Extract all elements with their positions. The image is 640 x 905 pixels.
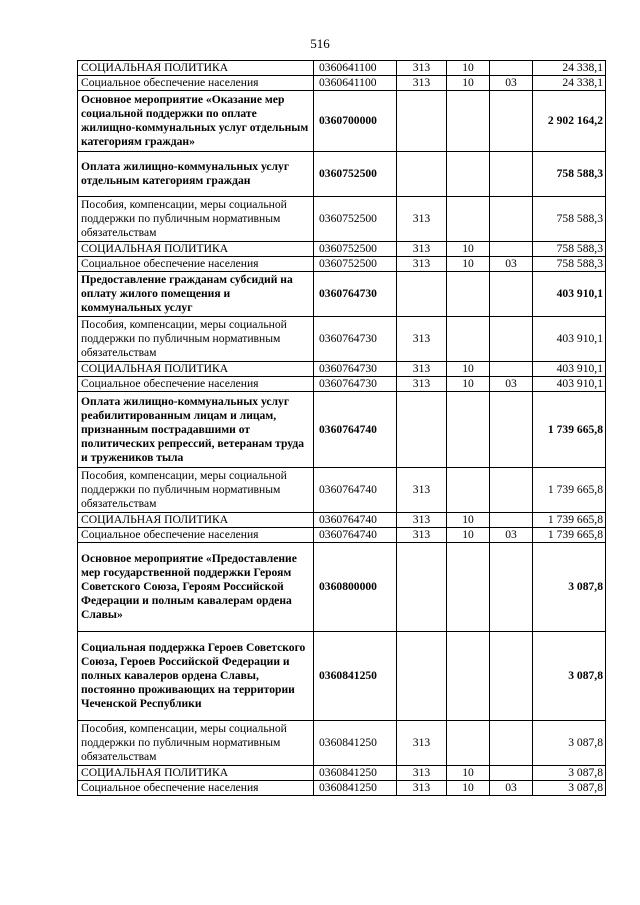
section-cell: [447, 721, 490, 766]
section-cell: [447, 543, 490, 632]
subsection-cell: [490, 242, 533, 257]
expense-type-cell: 313: [397, 528, 447, 543]
section-cell: [447, 152, 490, 197]
subsection-cell: [490, 513, 533, 528]
subsection-cell: [490, 362, 533, 377]
row-name-cell: Пособия, компенсации, меры социальной поддержки по публичным нормативным обязательствам: [78, 197, 314, 242]
target-article-cell: 0360841250: [314, 766, 397, 781]
expense-type-cell: [397, 392, 447, 468]
row-name-cell: Пособия, компенсации, меры социальной поддержки по публичным нормативным обязательствам: [78, 721, 314, 766]
target-article-cell: 0360764730: [314, 362, 397, 377]
subsection-cell: [490, 317, 533, 362]
amount-cell: 403 910,1: [533, 362, 606, 377]
table-row: [78, 242, 606, 257]
row-name-cell: Социальное обеспечение населения: [78, 377, 314, 392]
row-name-cell: Оплата жилищно-коммунальных услуг отдельным категориям граждан: [78, 152, 314, 197]
table-row: [78, 543, 606, 632]
section-cell: 10: [447, 377, 490, 392]
table-row: [78, 392, 606, 468]
row-name-cell: Пособия, компенсации, меры социальной поддержки по публичным нормативным обязательствам: [78, 317, 314, 362]
table-row: [78, 362, 606, 377]
section-cell: 10: [447, 257, 490, 272]
amount-cell: 3 087,8: [533, 766, 606, 781]
budget-table: [77, 60, 606, 796]
section-cell: [447, 468, 490, 513]
amount-cell: 1 739 665,8: [533, 528, 606, 543]
section-cell: 10: [447, 61, 490, 76]
row-name-cell: Социальное обеспечение населения: [78, 257, 314, 272]
row-name-cell: СОЦИАЛЬНАЯ ПОЛИТИКА: [78, 362, 314, 377]
subsection-cell: [490, 272, 533, 317]
expense-type-cell: [397, 272, 447, 317]
table-row: [78, 766, 606, 781]
expense-type-cell: 313: [397, 377, 447, 392]
target-article-cell: 0360764740: [314, 513, 397, 528]
section-cell: [447, 317, 490, 362]
amount-cell: 403 910,1: [533, 317, 606, 362]
amount-cell: 758 588,3: [533, 257, 606, 272]
row-name-cell: Социальное обеспечение населения: [78, 76, 314, 91]
amount-cell: 403 910,1: [533, 272, 606, 317]
subsection-cell: 03: [490, 76, 533, 91]
target-article-cell: 0360800000: [314, 543, 397, 632]
section-cell: [447, 272, 490, 317]
row-name-cell: Социальная поддержка Героев Советского Союза, Героев Российской Федерации и полных кавалеров ордена Славы, постоянно проживающих на территории Чеченской Республики: [78, 632, 314, 721]
target-article-cell: 0360764730: [314, 272, 397, 317]
table-row: [78, 91, 606, 152]
section-cell: [447, 632, 490, 721]
subsection-cell: 03: [490, 257, 533, 272]
table-body: [78, 61, 606, 796]
table-row: [78, 781, 606, 796]
row-name-cell: Социальное обеспечение населения: [78, 781, 314, 796]
amount-cell: 24 338,1: [533, 76, 606, 91]
table-row: [78, 317, 606, 362]
amount-cell: 403 910,1: [533, 377, 606, 392]
row-name-cell: СОЦИАЛЬНАЯ ПОЛИТИКА: [78, 242, 314, 257]
expense-type-cell: [397, 543, 447, 632]
amount-cell: 758 588,3: [533, 197, 606, 242]
row-name-cell: Основное мероприятие «Предоставление мер государственной поддержки Героям Советского Союза, Героям Российской Федерации и полным кавалерам ордена Славы»: [78, 543, 314, 632]
row-name-cell: Социальное обеспечение населения: [78, 528, 314, 543]
table-row: [78, 468, 606, 513]
section-cell: 10: [447, 513, 490, 528]
amount-cell: 1 739 665,8: [533, 513, 606, 528]
section-cell: 10: [447, 362, 490, 377]
target-article-cell: 0360764740: [314, 468, 397, 513]
section-cell: [447, 91, 490, 152]
amount-cell: 3 087,8: [533, 543, 606, 632]
expense-type-cell: 313: [397, 468, 447, 513]
subsection-cell: [490, 61, 533, 76]
amount-cell: 3 087,8: [533, 632, 606, 721]
section-cell: [447, 197, 490, 242]
row-name-cell: Предоставление гражданам субсидий на оплату жилого помещения и коммунальных услуг: [78, 272, 314, 317]
target-article-cell: 0360841250: [314, 781, 397, 796]
subsection-cell: 03: [490, 377, 533, 392]
expense-type-cell: 313: [397, 197, 447, 242]
section-cell: 10: [447, 76, 490, 91]
amount-cell: 3 087,8: [533, 721, 606, 766]
amount-cell: 1 739 665,8: [533, 392, 606, 468]
row-name-cell: Оплата жилищно-коммунальных услуг реабилитированным лицам и лицам, признанным пострадавшими от политических репрессий, ветеранам труда и тружеников тыла: [78, 392, 314, 468]
amount-cell: 2 902 164,2: [533, 91, 606, 152]
target-article-cell: 0360764740: [314, 392, 397, 468]
expense-type-cell: 313: [397, 242, 447, 257]
subsection-cell: [490, 632, 533, 721]
table-row: [78, 272, 606, 317]
target-article-cell: 0360641100: [314, 76, 397, 91]
amount-cell: 758 588,3: [533, 152, 606, 197]
section-cell: [447, 392, 490, 468]
expense-type-cell: [397, 152, 447, 197]
subsection-cell: [490, 721, 533, 766]
table-row: [78, 197, 606, 242]
expense-type-cell: 313: [397, 781, 447, 796]
subsection-cell: [490, 152, 533, 197]
subsection-cell: [490, 197, 533, 242]
table-row: [78, 377, 606, 392]
target-article-cell: 0360700000: [314, 91, 397, 152]
subsection-cell: [490, 392, 533, 468]
section-cell: 10: [447, 242, 490, 257]
row-name-cell: СОЦИАЛЬНАЯ ПОЛИТИКА: [78, 61, 314, 76]
subsection-cell: [490, 468, 533, 513]
amount-cell: 24 338,1: [533, 61, 606, 76]
expense-type-cell: 313: [397, 257, 447, 272]
table-row: [78, 513, 606, 528]
target-article-cell: 0360841250: [314, 721, 397, 766]
target-article-cell: 0360752500: [314, 242, 397, 257]
table-row: [78, 257, 606, 272]
expense-type-cell: 313: [397, 76, 447, 91]
subsection-cell: [490, 91, 533, 152]
expense-type-cell: 313: [397, 362, 447, 377]
target-article-cell: 0360841250: [314, 632, 397, 721]
expense-type-cell: [397, 632, 447, 721]
target-article-cell: 0360752500: [314, 197, 397, 242]
page-number: 516: [310, 36, 330, 51]
section-cell: 10: [447, 781, 490, 796]
subsection-cell: 03: [490, 528, 533, 543]
expense-type-cell: [397, 91, 447, 152]
table-row: [78, 76, 606, 91]
table-row: [78, 152, 606, 197]
target-article-cell: 0360764730: [314, 377, 397, 392]
target-article-cell: 0360764730: [314, 317, 397, 362]
expense-type-cell: 313: [397, 513, 447, 528]
amount-cell: 3 087,8: [533, 781, 606, 796]
expense-type-cell: 313: [397, 61, 447, 76]
target-article-cell: 0360641100: [314, 61, 397, 76]
target-article-cell: 0360764740: [314, 528, 397, 543]
target-article-cell: 0360752500: [314, 152, 397, 197]
subsection-cell: [490, 543, 533, 632]
expense-type-cell: 313: [397, 766, 447, 781]
row-name-cell: Основное мероприятие «Оказание мер социальной поддержки по оплате жилищно-коммунальных услуг отдельным категориям граждан»: [78, 91, 314, 152]
amount-cell: 758 588,3: [533, 242, 606, 257]
section-cell: 10: [447, 528, 490, 543]
subsection-cell: 03: [490, 781, 533, 796]
table-row: [78, 61, 606, 76]
row-name-cell: СОЦИАЛЬНАЯ ПОЛИТИКА: [78, 766, 314, 781]
section-cell: 10: [447, 766, 490, 781]
table-row: [78, 528, 606, 543]
table-row: [78, 721, 606, 766]
amount-cell: 1 739 665,8: [533, 468, 606, 513]
expense-type-cell: 313: [397, 317, 447, 362]
subsection-cell: [490, 766, 533, 781]
table-row: [78, 632, 606, 721]
row-name-cell: Пособия, компенсации, меры социальной поддержки по публичным нормативным обязательствам: [78, 468, 314, 513]
target-article-cell: 0360752500: [314, 257, 397, 272]
expense-type-cell: 313: [397, 721, 447, 766]
row-name-cell: СОЦИАЛЬНАЯ ПОЛИТИКА: [78, 513, 314, 528]
